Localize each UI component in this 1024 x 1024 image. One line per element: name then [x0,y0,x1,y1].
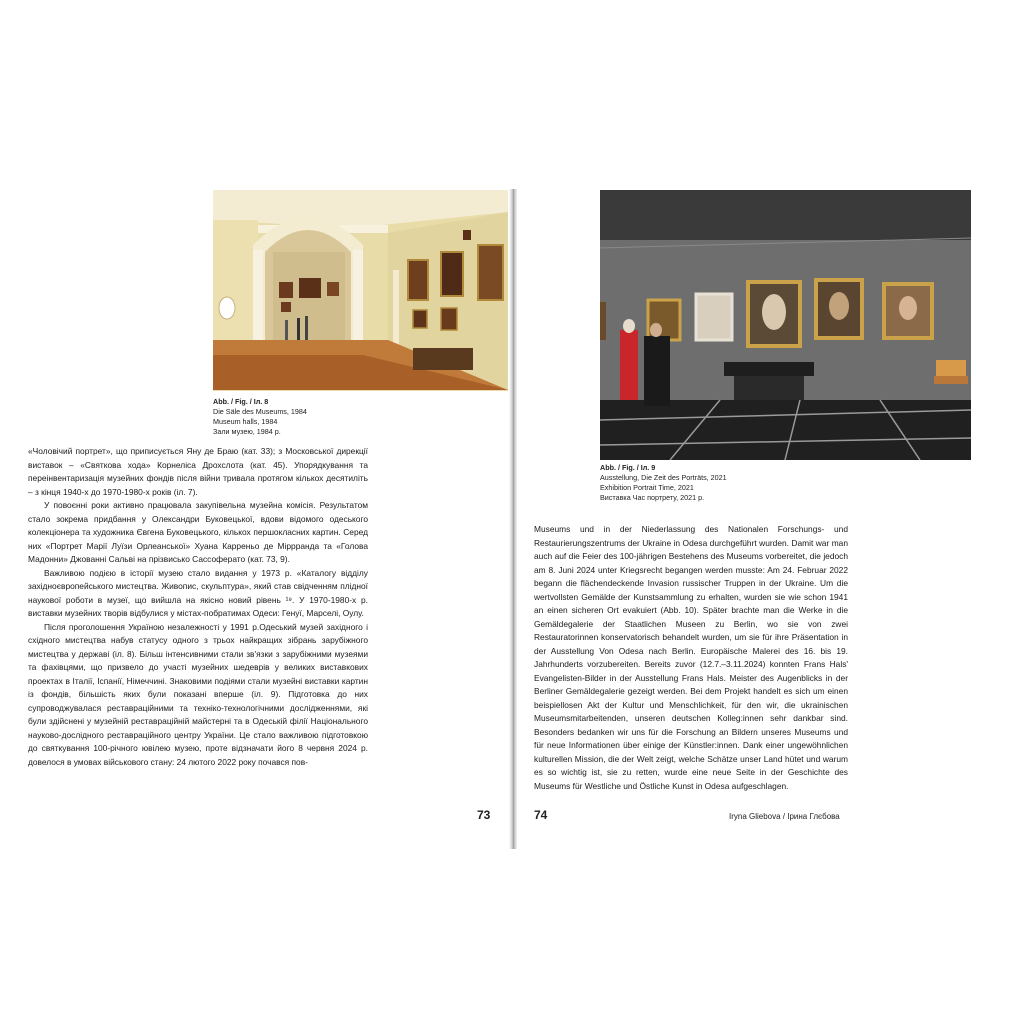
paragraph: Museums und in der Niederlassung des Nationalen Forschungs- und Restaurierungszentrums der Ukraine in Odesa durchgeführt wurden. Damit war man auch auf die Feier des 100-jährigen Bestehens des Museums vorbereitet, die jedoch am 8. Juni 2024 unter Kriegsrecht begangen werden musste: Am 24. Februar 2022 begann die flächendeckende Invasion russischer Truppen in der Ukraine. Um die wertvollsten Gemälde der Kunstsammlung zu erhalten, wurden sie wie schon 1941 an einen sicheren Ort evakuiert (Abb. 10). Später brachte man die Werke in die Gemäldegalerie der Staatlichen Museen zu Berlin, wo sie von zwei Restauratorinnen konservatorisch behandelt wurden, um sie für ihre Präsentation in der Ausstellung Von Odesa nach Berlin. Europäische Malerei des 16. bis 19. Jahrhunderts vorzubereiten. Bereits zuvor (12.7.–3.11.2024) konnten Frans Hals' Evangelisten-Bilder in der Ausstellung Frans Hals. Meister des Augenblicks in der Berliner Gemäldegalerie gezeigt werden. Bei dem Projekt handelt es sich um einen beispiellosen Akt der Kultur und Menschlichkeit, für den wir, die ukrainischen Museumsmitarbeitenden, unseren deutschen Kolleg:innen sehr dankbar sind. Besonders bedanken wir uns für die Forschung an Bildern unseres Museums und für neue Informationen über einige der Künstler:innen. Dank einer ungewöhnlichen kulturellen Mission, die der Welt zeigt, welche Schätze unser Land hütet und warum es so wichtig ist, sie zu retten, wurde eine neue Seite in der Geschichte des Museums für Westliche und Östliche Kunst in Odesa aufgeschlagen. [534,524,848,791]
figure-9-caption-en: Exhibition Portrait Time, 2021 [600,483,694,492]
figure-8-caption [213,397,508,437]
figure-9-caption-uk: Виставка Час портрету, 2021 р. [600,493,705,502]
page-number-right: 74 [534,808,548,822]
page-number-left: 73 [477,808,491,822]
figure-8-caption-en: Museum halls, 1984 [213,417,278,426]
figure-8-caption-de: Die Säle des Museums, 1984 [213,407,307,416]
running-footer-author: Iryna Gliebova / Ірина Глєбова [729,812,840,821]
figure-9-label: Abb. / Fig. / Іл. 9 [600,463,656,472]
top-margin [0,0,1024,190]
left-page-body [28,445,368,769]
figure-8-caption-uk: Зали музею, 1984 р. [213,427,281,436]
figure-8-photo [213,190,508,391]
figure-9-caption [600,463,960,503]
paragraph: Після проголошення Україною незалежності у 1991 р.Одеський музей західного і східного мистецтва набув статусу одного з трьох найкращих зібрань зарубіжного мистецтва у державі (іл. 8). Більш інтенсивними стали зв'язки з зарубіжними музеями та фахівцями, що призвело до участі музейних шедеврів у великих виставкових проектах в Італії, Іспанії, Німеччині. Знаковими подіями стали музейні виставки картин із фондів, більшість яких були показані вперше (іл. 9). Підготовка до них супроводжувалася реставраційними та техніко-технологічними дослідженнями, які були здійснені у музейній реставраційній майстерні та в Одеській філії Національного науково-дослідного реставраційного центру України. Це стало важливою підготовкою до святкування 100-річного ювілею музею, проте відзначати його 8 червня 2024 р. довелося в умовах військового стану: 24 лютого 2022 року почався пов- [28,621,368,767]
left-page [0,189,510,849]
figure-8-label: Abb. / Fig. / Іл. 8 [213,397,269,406]
figure-9-caption-de: Ausstellung, Die Zeit des Porträts, 2021 [600,473,727,482]
book-spread [0,189,1024,849]
figure-9-photo [600,190,971,460]
paragraph: У повоєнні роки активно працювала закупівельна музейна комісія. Результатом стало зокрема придбання у Олександри Буковецької, вдови відомого одеського колекціонера та художника Євгена Буковецького, кількох першокласних картин. Серед них «Портрет Марії Луїзи Орлеанської» Хуана Карреньо де Міррранда та «Голова Мадонни» Джованні Сальві на прізвисько Сассоферато (кат. 73, 9). [28,500,368,564]
right-page [517,189,1024,849]
right-page-body [534,523,848,793]
paragraph: «Чоловічий портрет», що приписується Яну де Браю (кат. 33); з Московської дирекції виставок – «Святкова хода» Корнеліса Дрохслота (кат. 45). Упорядкування та переінвентаризація музейних фондів після війни тривала протягом кількох десятиліть – з кінця 1940-х до 1970-1980-х років (іл. 7). [28,446,368,497]
paragraph: Важливою подією в історії музею стало видання у 1973 р. «Каталогу відділу західноєвропейського мистецтва. Живопис, скульптура», який став свідченням плідної наукової роботи в музеї, що вийшла на якісно новий рівень ¹⁹. У 1970-1980-х р. виставки музейних творів відбулися у містах-побратимах Одеси: Генуї, Марселі, Оулу. [28,567,368,618]
